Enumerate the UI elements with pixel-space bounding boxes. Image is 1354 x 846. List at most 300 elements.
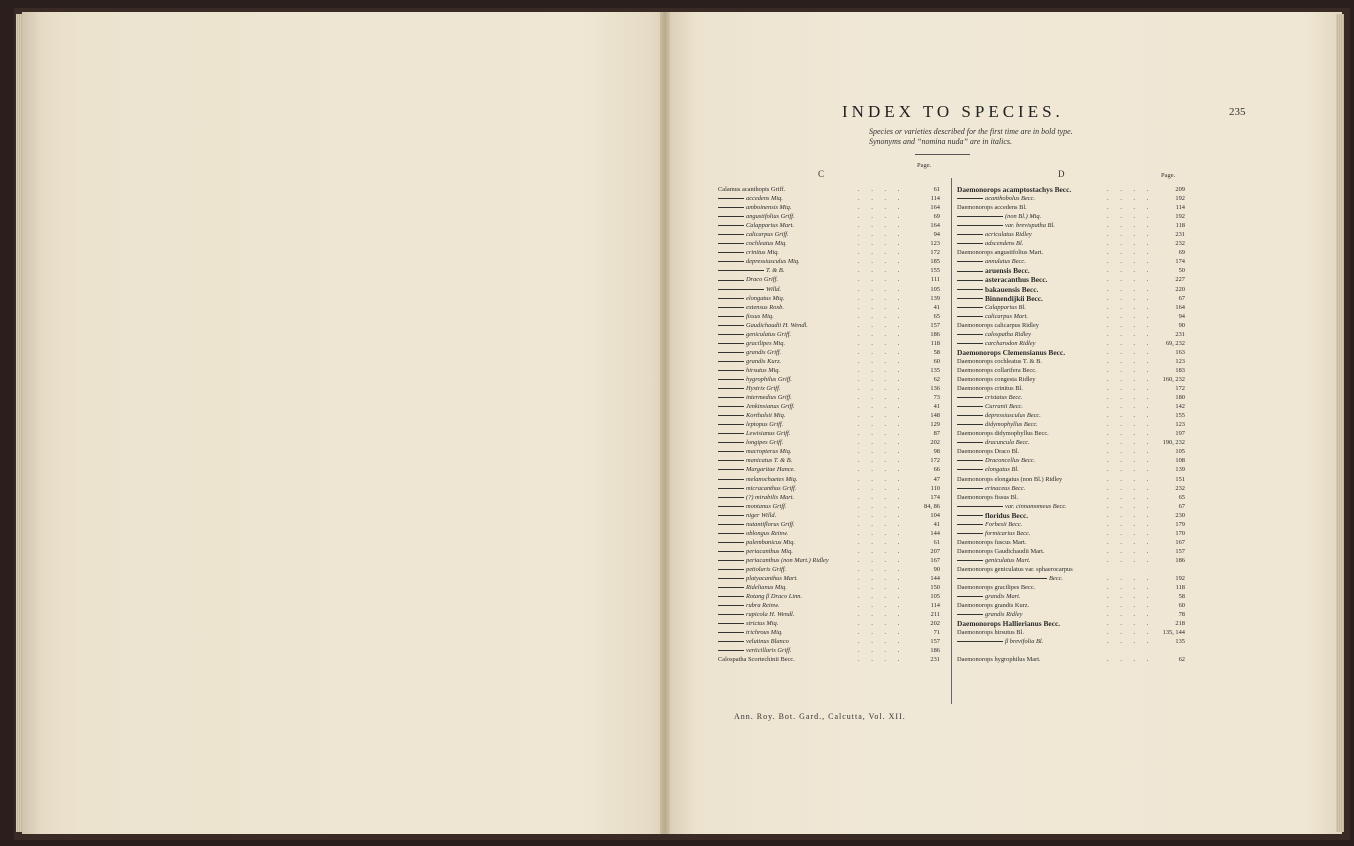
entry-text: cochleatus Miq. (746, 240, 787, 248)
entry-page: 163 (1175, 348, 1185, 356)
entry-text: intermedius Griff. (746, 394, 792, 402)
index-entry (957, 411, 1185, 420)
entry-text: Rotang β Draco Linn. (746, 593, 803, 601)
entry-text: niger Willd. (746, 511, 777, 519)
leader-dots: . . . . (858, 366, 905, 374)
leader-dots: . . . . (858, 385, 905, 393)
index-entry (957, 646, 1185, 655)
entry-page: 123 (1175, 421, 1185, 429)
leader-dots: . . . . (858, 303, 905, 311)
entry-text: periacanthus Miq. (746, 547, 793, 555)
index-entry (718, 303, 940, 312)
index-entry (957, 556, 1185, 565)
section-letter-d: D (1058, 169, 1065, 179)
entry-page: 172 (1175, 385, 1185, 393)
entry-name (718, 628, 783, 637)
leader-dots: . . . . (1107, 656, 1154, 664)
index-entry (957, 294, 1185, 303)
entry-name (957, 574, 1063, 583)
repeat-dash (957, 415, 983, 416)
entry-name (718, 348, 781, 357)
entry-page: 114 (930, 195, 940, 203)
entry-page: 60 (1178, 602, 1185, 610)
entry-text: bakauensis Becc. (985, 284, 1039, 294)
leader-dots: . . . . (858, 339, 905, 347)
repeat-dash (718, 307, 744, 308)
entry-text: acanthobolus Becc. (985, 195, 1036, 203)
leader-dots: . . . . (1107, 475, 1154, 483)
leader-dots: . . . . (1107, 312, 1154, 320)
entry-page: 123 (930, 240, 940, 248)
entry-name (718, 402, 795, 411)
entry-name (957, 330, 1031, 339)
entry-name (957, 628, 1024, 637)
leader-dots: . . . . (1107, 258, 1154, 266)
repeat-dash (718, 343, 744, 344)
entry-name (957, 257, 1026, 266)
repeat-dash (718, 623, 744, 624)
index-entry (718, 429, 940, 438)
entry-text: rupicola H. Wendl. (746, 611, 795, 619)
entry-text: erinaceus Becc. (985, 484, 1026, 492)
entry-text: Daemonorops fissus Bl. (957, 493, 1019, 501)
entry-name (957, 529, 1030, 538)
entry-page: 157 (1175, 547, 1185, 555)
entry-text: var. cinnamomeus Becc. (1005, 502, 1067, 510)
entry-page: 150 (930, 584, 940, 592)
repeat-dash (957, 261, 983, 262)
entry-page: 164 (1175, 303, 1185, 311)
entry-page: 105 (930, 593, 940, 601)
entry-name (957, 601, 1029, 610)
leader-dots: . . . . (858, 204, 905, 212)
entry-text: amboinensis Miq. (746, 204, 792, 212)
repeat-dash (718, 515, 744, 516)
leader-dots: . . . . (1107, 493, 1154, 501)
repeat-dash (718, 632, 744, 633)
repeat-dash (718, 551, 744, 552)
entry-name (718, 438, 783, 447)
leader-dots: . . . . (1107, 421, 1154, 429)
entry-text: Daemonorops Hallierianus Becc. (957, 619, 1061, 629)
repeat-dash (718, 542, 744, 543)
leader-dots: . . . . (1107, 276, 1154, 284)
leader-dots: . . . . (1107, 231, 1154, 239)
entry-text: asteracanthus Becc. (985, 275, 1048, 285)
repeat-dash (718, 234, 744, 235)
entry-page: 47 (933, 475, 940, 483)
entry-page: 190, 232 (1162, 439, 1185, 447)
repeat-dash (718, 270, 764, 271)
entry-text: Daemonorops angustifolius Mart. (957, 249, 1044, 257)
entry-page: 142 (1175, 403, 1185, 411)
repeat-dash (957, 234, 983, 235)
entry-name (957, 294, 1043, 303)
entry-text: Daemonorops fuscus Mart. (957, 538, 1027, 546)
entry-name (957, 303, 1026, 312)
journal-footer: Ann. Roy. Bot. Gard., Calcutta, Vol. XII. (734, 712, 906, 721)
index-entry (718, 493, 940, 502)
entry-name (957, 565, 1073, 574)
entry-name (957, 185, 1071, 194)
index-entry (718, 330, 940, 339)
entry-page: 192 (1175, 213, 1185, 221)
repeat-dash (957, 307, 983, 308)
entry-text: Daemonorops congesta Ridley (957, 375, 1036, 383)
index-entry (957, 447, 1185, 456)
index-entry (718, 484, 940, 493)
entry-text: Daemonorops geniculatus var. sphaerocarpus (957, 565, 1073, 573)
entry-name (718, 529, 788, 538)
entry-text: floridus Becc. (985, 510, 1029, 520)
entry-name (718, 239, 787, 248)
entry-name (718, 212, 795, 221)
index-entry (718, 375, 940, 384)
entry-text: calospatha Ridley (985, 330, 1031, 338)
entry-page: 227 (1175, 276, 1185, 284)
entry-text: angustifolius Griff. (746, 213, 795, 221)
entry-page: 135 (1175, 638, 1185, 646)
index-entry (718, 547, 940, 556)
entry-page: 67 (1178, 294, 1185, 302)
index-entry (718, 366, 940, 375)
entry-name (718, 610, 794, 619)
entry-page: 105 (1175, 448, 1185, 456)
entry-text: Daemonorops gracilipes Becc. (957, 584, 1036, 592)
leader-dots: . . . . (858, 213, 905, 221)
page-heading-right: Page. (1161, 172, 1176, 179)
leader-dots: . . . . (1107, 520, 1154, 528)
entry-page: 58 (933, 348, 940, 356)
entry-text: acriculatus Ridley (985, 231, 1032, 239)
entry-text: geniculatus Mart. (985, 556, 1031, 564)
leader-dots: . . . . (858, 285, 905, 293)
leader-dots: . . . . (1107, 385, 1154, 393)
index-entry (957, 285, 1185, 294)
entry-page: 185 (930, 258, 940, 266)
leader-dots: . . . . (858, 321, 905, 329)
entry-page: 94 (933, 231, 940, 239)
entry-name (957, 275, 1047, 284)
entry-page: 87 (933, 430, 940, 438)
repeat-dash (957, 298, 983, 299)
entry-name (957, 266, 1030, 275)
entry-text: Curranii Becc. (985, 403, 1023, 411)
entry-name (718, 637, 789, 646)
entry-name (718, 574, 798, 583)
leader-dots: . . . . (858, 439, 905, 447)
repeat-dash (957, 334, 983, 335)
entry-page: 69 (1178, 249, 1185, 257)
index-entry (957, 321, 1185, 330)
entry-name (957, 438, 1030, 447)
repeat-dash (718, 379, 744, 380)
entry-text: macropterus Miq. (746, 448, 792, 456)
index-entry (957, 429, 1185, 438)
index-entry (957, 257, 1185, 266)
entry-page: 69 (933, 213, 940, 221)
repeat-dash (957, 442, 983, 443)
entry-text: palembanicus Miq. (746, 538, 795, 546)
entry-text: nutantiflorus Griff. (746, 520, 795, 528)
leader-dots: . . . . (1107, 213, 1154, 221)
leader-dots: . . . . (858, 412, 905, 420)
entry-name (718, 375, 792, 384)
index-entry (957, 565, 1185, 574)
entry-name (957, 203, 1027, 212)
entry-text: extensus Roxb. (746, 303, 784, 311)
entry-page: 41 (933, 303, 940, 311)
index-entry (957, 628, 1185, 637)
entry-text: annulatus Becc. (985, 258, 1026, 266)
repeat-dash (957, 596, 983, 597)
index-entry (718, 339, 940, 348)
index-entry (718, 529, 940, 538)
repeat-dash (957, 225, 1003, 226)
index-entry (718, 610, 940, 619)
entry-text: hirsutus Miq. (746, 366, 781, 374)
entry-text: calicarpus Griff. (746, 231, 789, 239)
index-entry (957, 348, 1185, 357)
repeat-dash (718, 216, 744, 217)
entry-name (718, 194, 783, 203)
entry-name (718, 203, 791, 212)
entry-name (718, 420, 783, 429)
repeat-dash (718, 596, 744, 597)
subtitle-line-1: Species or varieties described for the first time are in bold type. (869, 127, 1073, 136)
index-entry (718, 212, 940, 221)
entry-name (957, 357, 1042, 366)
repeat-dash (957, 578, 1047, 579)
entry-name (718, 583, 787, 592)
entry-text: depressiusculus Miq. (746, 258, 800, 266)
entry-page: 60 (933, 357, 940, 365)
entry-text: Daemonorops Gaudichaudii Mart. (957, 547, 1045, 555)
leader-dots: . . . . (1107, 529, 1154, 537)
entry-name (957, 475, 1062, 484)
entry-name (718, 538, 795, 547)
repeat-dash (957, 641, 1003, 642)
title-rule (915, 154, 970, 155)
entry-page: 69, 232 (1165, 339, 1185, 347)
entry-page: 148 (930, 412, 940, 420)
repeat-dash (718, 406, 744, 407)
entry-name (957, 429, 1049, 438)
index-entry (718, 248, 940, 257)
entry-page: 151 (1175, 475, 1185, 483)
leader-dots: . . . . (858, 575, 905, 583)
entry-text: Becc. (1049, 575, 1064, 583)
subtitle-line-2: Synonyms and “nomina nuda” are in italics. (869, 137, 1013, 146)
entry-name (957, 619, 1060, 628)
entry-name (957, 411, 1041, 420)
entry-page: 118 (1175, 222, 1185, 230)
leader-dots: . . . . (1107, 448, 1154, 456)
repeat-dash (957, 524, 983, 525)
entry-text: montanus Griff. (746, 502, 787, 510)
entry-text: grandis Mart. (985, 593, 1021, 601)
entry-text: Gaudichaudii H. Wendl. (746, 321, 808, 329)
leader-dots: . . . . (1107, 222, 1154, 230)
entry-page: 105 (930, 285, 940, 293)
leader-dots: . . . . (1107, 439, 1154, 447)
entry-name (957, 248, 1043, 257)
leader-dots: . . . . (858, 529, 905, 537)
entry-name (957, 384, 1023, 393)
page-number: 235 (1229, 106, 1246, 118)
repeat-dash (718, 198, 744, 199)
leader-dots: . . . . (858, 448, 905, 456)
entry-page: 197 (1175, 430, 1185, 438)
repeat-dash (957, 488, 983, 489)
index-entry (957, 619, 1185, 628)
entry-text: Draco Griff. (746, 276, 778, 284)
repeat-dash (718, 578, 744, 579)
leader-dots: . . . . (858, 475, 905, 483)
entry-page: 230 (1175, 511, 1185, 519)
index-entry (957, 655, 1185, 664)
entry-name (718, 484, 796, 493)
repeat-dash (718, 605, 744, 606)
entry-name (957, 402, 1023, 411)
leader-dots: . . . . (858, 502, 905, 510)
section-letter-c: C (818, 169, 825, 179)
entry-text: Hystrix Griff. (746, 385, 781, 393)
index-entry (957, 456, 1185, 465)
entry-page: 104 (930, 511, 940, 519)
entry-text: Calapparius Mart. (746, 222, 794, 230)
entry-name (718, 275, 778, 284)
repeat-dash (718, 361, 744, 362)
entry-page: 129 (930, 421, 940, 429)
entry-name (718, 520, 795, 529)
entry-text: Korthalsii Miq. (746, 412, 786, 420)
entry-text: Ridelianus Miq. (746, 584, 787, 592)
entry-text: Calapparius Bl. (985, 303, 1026, 311)
entry-page: 73 (933, 394, 940, 402)
entry-name (957, 366, 1037, 375)
entry-page: 108 (1175, 457, 1185, 465)
leader-dots: . . . . (1107, 466, 1154, 474)
entry-page: 144 (930, 529, 940, 537)
repeat-dash (718, 334, 744, 335)
repeat-dash (957, 533, 983, 534)
entry-name (957, 484, 1025, 493)
repeat-dash (957, 515, 983, 516)
leader-dots: . . . . (1107, 303, 1154, 311)
entry-page: 209 (1175, 186, 1185, 193)
leader-dots: . . . . (858, 267, 905, 275)
entry-name (957, 239, 1023, 248)
index-entry (718, 393, 940, 402)
leader-dots: . . . . (858, 629, 905, 637)
leader-dots: . . . . (858, 556, 905, 564)
repeat-dash (957, 280, 983, 281)
entry-text: strictus Miq. (746, 620, 779, 628)
entry-name (957, 312, 1028, 321)
index-entry (718, 574, 940, 583)
entry-page: 65 (933, 312, 940, 320)
entry-name (957, 393, 1023, 402)
entry-name (718, 601, 779, 610)
repeat-dash (718, 207, 744, 208)
page-heading-left: Page. (917, 162, 932, 169)
entry-text: verticillaris Griff. (746, 647, 792, 655)
index-entry (718, 402, 940, 411)
repeat-dash (957, 560, 983, 561)
index-entry (957, 610, 1185, 619)
entry-page: 220 (1175, 285, 1185, 293)
repeat-dash (718, 280, 744, 281)
repeat-dash (957, 343, 983, 344)
entry-text: didymophyllus Becc. (985, 421, 1038, 429)
entry-text: Daemonorops collarifera Becc. (957, 366, 1037, 374)
leader-dots: . . . . (1107, 330, 1154, 338)
entry-name (957, 547, 1045, 556)
entry-text: Daemonorops hygrophilus Mart. (957, 656, 1041, 664)
leader-dots: . . . . (1107, 321, 1154, 329)
entry-name (957, 447, 1019, 456)
index-entry (957, 637, 1185, 646)
index-entry (718, 655, 940, 664)
index-entry (718, 556, 940, 565)
index-entry (957, 493, 1185, 502)
entry-name (957, 221, 1055, 230)
leader-dots: . . . . (858, 593, 905, 601)
entry-page: 67 (1178, 502, 1185, 510)
entry-page: 139 (1175, 466, 1185, 474)
leader-dots: . . . . (858, 547, 905, 555)
entry-page: 155 (1175, 412, 1185, 420)
repeat-dash (718, 533, 744, 534)
index-entry (718, 239, 940, 248)
leader-dots: . . . . (858, 276, 905, 284)
entry-name (957, 493, 1018, 502)
entry-text: crinitus Miq. (746, 249, 780, 257)
entry-name (718, 294, 784, 303)
entry-text: accedens Miq. (746, 195, 783, 203)
repeat-dash (957, 216, 1003, 217)
entry-page: 65 (1178, 493, 1185, 501)
index-entry (718, 447, 940, 456)
leader-dots: . . . . (858, 357, 905, 365)
index-entry (718, 475, 940, 484)
entry-name (718, 565, 786, 574)
index-entry (957, 438, 1185, 447)
entry-page: 111 (930, 276, 940, 284)
entry-name (718, 357, 781, 366)
leader-dots: . . . . (858, 421, 905, 429)
entry-name (718, 303, 784, 312)
entry-text: grandis Griff. (746, 348, 782, 356)
entry-page: 231 (1175, 231, 1185, 239)
entry-page: 172 (930, 457, 940, 465)
entry-name (957, 592, 1021, 601)
index-entry (718, 619, 940, 628)
entry-page: 71 (933, 629, 940, 637)
entry-name (718, 456, 792, 465)
entry-page: 123 (1175, 357, 1185, 365)
leader-dots: . . . . (858, 647, 905, 655)
index-entry (718, 465, 940, 474)
leader-dots: . . . . (1107, 638, 1154, 646)
entry-page: 118 (1175, 584, 1185, 592)
entry-name (957, 610, 1022, 619)
repeat-dash (718, 460, 744, 461)
leader-dots: . . . . (858, 394, 905, 402)
leader-dots: . . . . (1107, 240, 1154, 248)
leader-dots: . . . . (1107, 593, 1154, 601)
